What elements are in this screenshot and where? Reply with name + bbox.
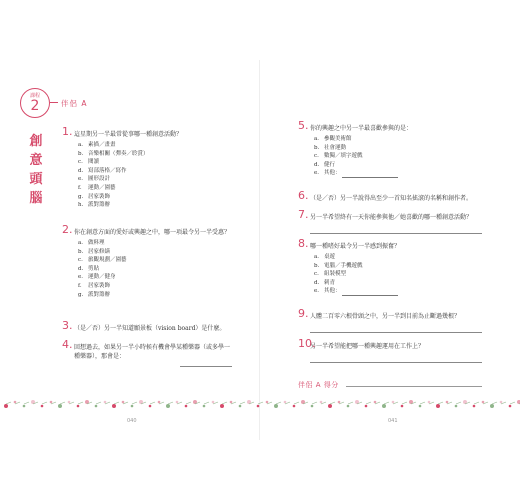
leaf-stroke (204, 402, 209, 404)
flower-dot (428, 401, 431, 404)
leaf-stroke (366, 402, 371, 404)
floral-pattern (4, 400, 520, 408)
question-text: 這星期另一半最常從事哪一種創意活動？ (74, 131, 183, 138)
option-item: e. 運動／健身 (78, 274, 116, 281)
question-number: 2. (62, 223, 73, 236)
option-item: d. 健行 (314, 161, 336, 168)
option-item: g. 居家裝飾 (78, 193, 111, 200)
option-item: c. 閱讀 (78, 159, 100, 166)
option-item: b. 社會運動 (314, 144, 347, 151)
flower-dot (23, 405, 26, 408)
question-number: 9. (298, 307, 309, 320)
question-text: 人體二百零六根骨頭之中，另一半到目前為止斷過幾根？ (310, 313, 461, 320)
leaf-stroke (294, 402, 299, 404)
flower-dot (274, 404, 278, 408)
flower-dot (374, 401, 377, 404)
leaf-stroke (492, 402, 497, 404)
question-number: 3. (62, 319, 73, 332)
flower-dot (482, 401, 485, 404)
option-item: a. 素描／畫畫 (78, 142, 116, 148)
option-item: h. 派對籌辦 (78, 202, 111, 209)
flower-dot (293, 405, 296, 408)
other-fill-line[interactable] (342, 289, 398, 296)
leaf-stroke (114, 402, 119, 404)
question-text: （是／否）另一半說得出至少一首知名搖滾的名稱和創作者。 (310, 195, 473, 202)
leaf-stroke (438, 402, 443, 404)
lesson-badge (20, 88, 50, 118)
flower-dot (185, 405, 188, 408)
flower-dot (50, 401, 53, 404)
flower-dot (131, 405, 134, 408)
question-text: 另一半希望終有一天你能參與他／她喜歡的哪一種創意活動？ (310, 214, 473, 221)
flower-dot (220, 404, 224, 408)
flower-dot (311, 405, 314, 408)
flower-dot (203, 405, 206, 408)
flower-dot (455, 405, 458, 408)
option-item: c. 數獨／填字遊戲 (314, 153, 363, 160)
option-item: e. 其他： (314, 169, 488, 178)
question-text: 你在創意方面的愛好或興趣之中，哪一項最令另一半受惠？ (74, 229, 231, 236)
leaf-stroke (6, 402, 11, 404)
floral-border (0, 397, 520, 411)
flower-dot (365, 405, 368, 408)
flower-dot (401, 405, 404, 408)
leaf-stroke (42, 402, 47, 404)
title-char: 頭 (29, 172, 43, 187)
option-item: e. 圖形設計 (78, 176, 111, 183)
flower-dot (509, 405, 512, 408)
option-item: b. 居家修繕 (78, 248, 111, 255)
answer-line[interactable] (180, 366, 232, 367)
question-number: 6. (298, 189, 309, 202)
page-number-left: 040 (127, 418, 137, 424)
flower-dot (347, 405, 350, 408)
question-text: 你的興趣之中另一半最喜歡參與的是： (310, 125, 413, 132)
flower-dot (382, 404, 386, 408)
flower-dot (77, 405, 80, 408)
flower-dot (95, 405, 98, 408)
question-9 (298, 307, 498, 321)
option-item: a. 做料理 (78, 240, 105, 246)
option-item: b. 電腦／手機遊戲 (314, 262, 363, 269)
option-item: f. 運動／園藝 (78, 184, 116, 191)
other-fill-line[interactable] (342, 171, 398, 178)
question-7 (298, 208, 498, 222)
question-5 (298, 119, 488, 178)
question-number: 10. (298, 337, 316, 350)
question-number: 5. (298, 119, 309, 132)
question-text: 另一半希望能把哪一種興趣運用在工作上？ (310, 343, 425, 350)
page-number-right: 041 (388, 418, 398, 424)
question-text: 回想過去，如果另一半小時候有機會學某種樂器（或多學一種樂器），那會是： (74, 344, 231, 360)
flower-dot (14, 401, 17, 404)
option-item: e. 其他： (314, 287, 488, 296)
question-text: 哪一種嗜好最令另一半感到振奮？ (310, 243, 401, 250)
leaf-stroke (78, 402, 83, 404)
option-item: d. 剪貼 (78, 265, 100, 272)
score-line[interactable] (346, 386, 482, 387)
flower-dot (230, 401, 233, 404)
leaf-stroke (510, 402, 515, 404)
option-item: d. 寫部落格／寫作 (78, 167, 127, 174)
leaf-stroke (330, 402, 335, 404)
flower-dot (212, 401, 215, 404)
flower-dot (149, 405, 152, 408)
answer-line[interactable] (310, 362, 482, 363)
leaf-stroke (132, 402, 137, 404)
badge-connector (50, 102, 58, 103)
question-8 (298, 237, 488, 296)
leaf-stroke (24, 402, 29, 404)
question-2 (62, 223, 231, 299)
leaf-stroke (420, 402, 425, 404)
question-text: （是／否）另一半知道願景板（vision board）是什麼。 (74, 325, 226, 332)
title-char: 意 (29, 153, 43, 168)
leaf-stroke (402, 402, 407, 404)
option-item: a. 參觀美術館 (314, 136, 352, 142)
leaf-stroke (168, 402, 173, 404)
leaf-stroke (312, 402, 317, 404)
flower-dot (284, 401, 287, 404)
leaf-stroke (150, 402, 155, 404)
lesson-label: 課程 (29, 93, 40, 99)
leaf-stroke (384, 402, 389, 404)
option-item: d. 刺青 (314, 279, 336, 286)
partner-label: 伴侶 A (61, 99, 88, 108)
flower-dot (473, 405, 476, 408)
flower-dot (68, 401, 71, 404)
flower-dot (419, 405, 422, 408)
leaf-stroke (222, 402, 227, 404)
title-char: 腦 (29, 191, 43, 206)
question-number: 1. (62, 125, 73, 138)
flower-dot (122, 401, 125, 404)
question-10 (298, 337, 498, 351)
option-item: c. 組裝模型 (314, 271, 347, 278)
flower-dot (490, 404, 494, 408)
flower-dot (338, 401, 341, 404)
title-char: 創 (29, 134, 43, 149)
answer-line[interactable] (310, 233, 482, 234)
score-label: 伴侶 A 得分 (298, 381, 339, 389)
section-title (28, 132, 44, 208)
flower-dot (112, 404, 116, 408)
question-1 (62, 125, 232, 210)
question-number: 7. (298, 208, 309, 221)
flower-dot (176, 401, 179, 404)
question-number: 4. (62, 338, 73, 351)
leaf-stroke (348, 402, 353, 404)
leaf-stroke (456, 402, 461, 404)
flower-dot (392, 401, 395, 404)
flower-dot (41, 405, 44, 408)
leaf-stroke (96, 402, 101, 404)
flower-dot (158, 401, 161, 404)
spine-divider (259, 60, 260, 440)
option-item: a. 桌遊 (314, 254, 336, 260)
leaf-stroke (474, 402, 479, 404)
flower-dot (4, 404, 8, 408)
flower-dot (257, 405, 260, 408)
flower-dot (446, 401, 449, 404)
flower-dot (266, 401, 269, 404)
lesson-number: 2 (30, 98, 40, 114)
option-item: f. 居家裝飾 (78, 282, 111, 289)
flower-dot (500, 401, 503, 404)
option-item: g. 派對籌辦 (78, 291, 111, 298)
leaf-stroke (60, 402, 65, 404)
flower-dot (166, 404, 170, 408)
flower-dot (239, 405, 242, 408)
option-item: b. 音樂相關（彈奏／聆賞） (78, 150, 149, 157)
option-item: c. 旅觀規劃／園藝 (78, 257, 127, 264)
question-number: 8. (298, 237, 309, 250)
flower-dot (328, 404, 332, 408)
leaf-stroke (240, 402, 245, 404)
question-3 (62, 319, 242, 333)
flower-dot (320, 401, 323, 404)
question-4 (62, 338, 234, 361)
flower-dot (58, 404, 62, 408)
answer-line[interactable] (310, 332, 482, 333)
leaf-stroke (186, 402, 191, 404)
flower-dot (436, 404, 440, 408)
leaf-stroke (276, 402, 281, 404)
leaf-stroke (258, 402, 263, 404)
flower-dot (104, 401, 107, 404)
question-6 (298, 189, 498, 203)
